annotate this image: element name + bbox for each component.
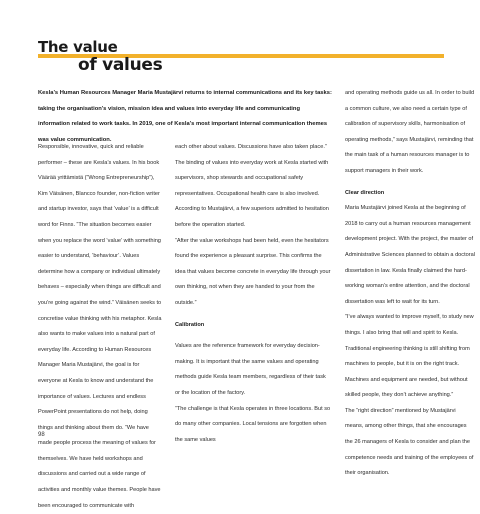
column-3 [345, 86, 475, 482]
column-3-paragraph-4: The “right direction” mentioned by Mustajärvi means, among other things, that she encourages the 26 managers of Kesla to consider and plan the competence needs and training of the employees of their organisation. [345, 407, 474, 477]
article-title [38, 38, 298, 78]
intro-paragraph: Kesla’s Human Resources Manager Maria Mustajärvi returns to internal communications and its key tasks: taking the organisation’s vision, mission idea and values into everyday life and communicating information related to work tasks. In 2019, one of Kesla’s most important internal communication themes was value communication. [38, 90, 332, 143]
subheading-calibration: Calibration [175, 321, 205, 328]
column-2-paragraph-1: each other about values. Discussions have also taken place.” [175, 144, 327, 150]
column-3-paragraph-1: and operating methods guide us all. In order to build a common culture, we also need a certain type of calibration of supervisory skills, harmonisation of operating methods,” says Mustajärvi, reminding that the main task of a human resources manager is to support managers in their work. [345, 90, 475, 174]
column-1 [38, 140, 162, 514]
column-2-paragraph-4: Values are the reference framework for everyday decision-making. It is important that the same values and operating methods guide Kesla team members, regardless of their task or the location of the factory. [175, 343, 326, 396]
page-number: 98 [38, 432, 45, 438]
column-2-paragraph-3: “After the value workshops had been held, even the hesitators found the experience a pleasant surprise. This confirms the idea that values become concrete in everyday life through your own thinking, not when they are handed to your from the outside.” [175, 237, 331, 306]
column-2-paragraph-5: “The challenge is that Kesla operates in three locations. But so do many other companies. Local tensions are forgotten when the same values [175, 405, 331, 443]
column-3-paragraph-2: Maria Mustajärvi joined Kesla at the beginning of 2018 to carry out a human resources management development project. With the project, the master of Administrative Sciences planned to obtain a doctoral dissertation in law. Kesla finally claimed the hard-working woman’s entire attention, and the doctoral dissertation was left to wait for its turn. [345, 205, 475, 305]
column-2 [175, 140, 332, 448]
column-3-paragraph-3: “I’ve always wanted to improve myself, to study new things. I also bring that will and spirit to Kesla. Traditional engineering thinking is still shifting from machines to people, but it is on the right track. Machines and equipment are needed, but without skilled people, they don’t achieve anything.” [345, 314, 474, 399]
subheading-clear-direction: Clear direction [345, 189, 385, 196]
column-2-paragraph-2: The binding of values into everyday work at Kesla started with supervisors, shop stewards and occupational safety representatives. Occupational health care is also involved. According to Mustajärvi, a few superiors admitted to hesitation before the operation started. [175, 159, 329, 228]
title-line-1: The value [38, 38, 118, 56]
column-1-text: Responsible, innovative, quick and reliable performer – these are Kesla’s values. In his book Väärää yrittämistä (“Wrong Entrepreneurship”), Kim Väisänen, Blancco founder, non-fiction writer and startup investor, says that ‘value’ is a difficult word for Finns. “The situation becomes easier when you replace the word ‘value’ with something easier to understand, ‘behaviour’. Values determine how a company or individual ultimately behaves – especially when things are difficult and you’re going against the wind.” Väisänen seeks to concretise value thinking with his metaphor. Kesla also wants to make values into a natural part of everyday life. According to Human Resources Manager Maria Mustajärvi, the goal is for everyone at Kesla to know and understand the importance of values. Lectures and endless PowerPoint presentations do not help, doing things and thinking about them do. “We have made people process the meaning of values for themselves. We have held workshops and discussions and carried out a wide range of activities and monthly value themes. People have been encouraged to communicate with [38, 144, 162, 509]
title-line-2: of values [78, 55, 163, 75]
